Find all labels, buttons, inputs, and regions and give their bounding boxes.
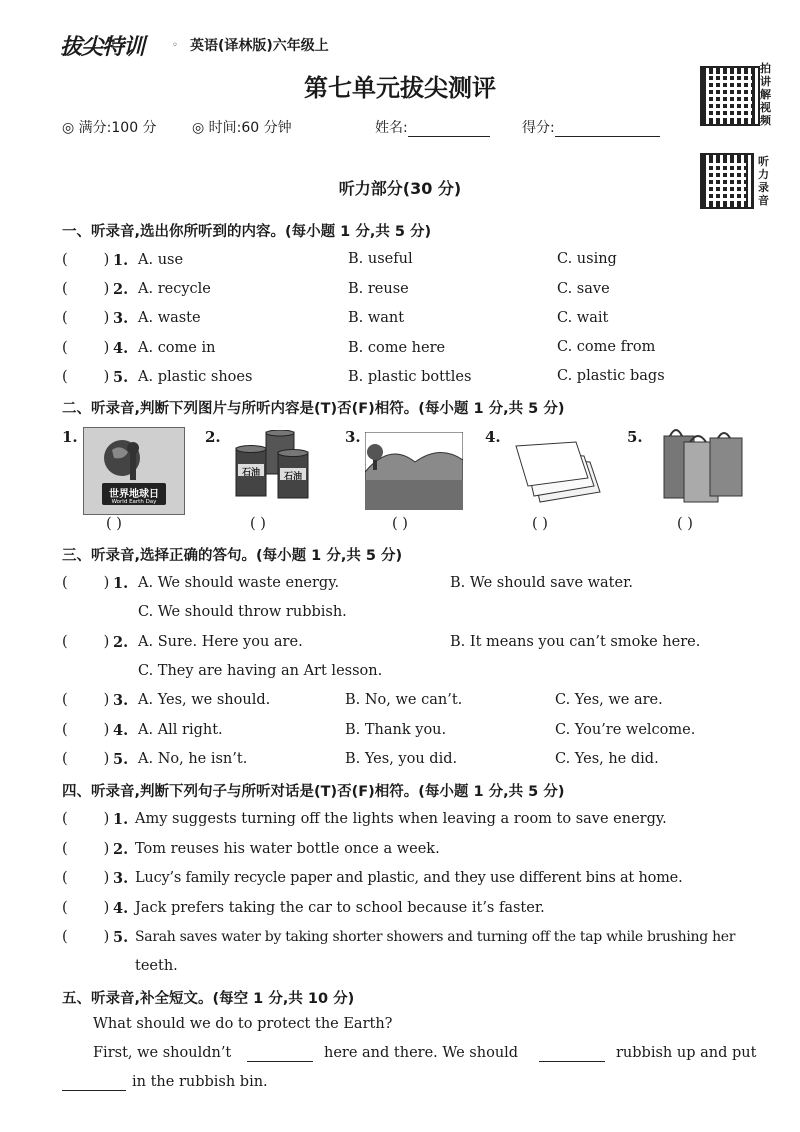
option-b: B. come here <box>348 340 446 356</box>
option-b: B. We should save water. <box>450 575 634 591</box>
answer-paren[interactable]: ( ) <box>62 634 110 650</box>
option-b: B. useful <box>348 251 413 267</box>
passage-line-2b: here and there. We should <box>324 1045 519 1061</box>
name-field[interactable] <box>375 117 490 137</box>
question-number: 5. <box>113 751 129 768</box>
picture-shopping-bags <box>660 428 746 504</box>
answer-paren[interactable]: ( ) <box>62 900 110 916</box>
option-c: C. Yes, we are. <box>555 692 663 708</box>
picture-number: 5. <box>627 428 643 446</box>
option-a: A. We should waste energy. <box>138 575 340 591</box>
statement-text: Sarah saves water by taking shorter showers and turning off the tap while brushing her <box>135 929 736 945</box>
qr-code-video[interactable] <box>700 66 760 126</box>
brand-dot: ◦ <box>172 40 178 51</box>
qr-video-label: 拍 讲 解 视 频 <box>760 62 771 127</box>
answer-paren[interactable]: ( ) <box>62 310 110 326</box>
option-c: C. save <box>557 281 610 297</box>
option-b: B. plastic bottles <box>348 369 472 385</box>
picture-answer-paren[interactable]: ( ) <box>392 516 408 532</box>
option-c: C. using <box>557 251 617 267</box>
answer-paren[interactable]: ( ) <box>62 841 110 857</box>
subject-label: 英语(译林版)六年级上 <box>190 38 329 54</box>
option-a: A. waste <box>138 310 201 326</box>
time-limit: ◎ 时间:60 分钟 <box>192 120 292 136</box>
option-c: C. We should throw rubbish. <box>138 604 347 620</box>
question-number: 1. <box>113 252 129 269</box>
picture-answer-paren[interactable]: ( ) <box>532 516 548 532</box>
answer-paren[interactable]: ( ) <box>62 692 110 708</box>
question-number: 5. <box>113 929 129 946</box>
picture-number: 2. <box>205 428 221 446</box>
option-b: B. want <box>348 310 405 326</box>
section-4-title: 四、听录音,判断下列句子与所听对话是(T)否(F)相符。(每小题 1 分,共 5 分) <box>62 784 565 800</box>
option-c: C. Yes, he did. <box>555 751 659 767</box>
landscape-icon <box>365 432 463 510</box>
oil-label-left: 石油 <box>241 468 260 478</box>
brand-logo: 拔尖特训 <box>60 35 145 60</box>
option-c: C. wait <box>557 310 609 326</box>
picture-oil-barrels <box>228 430 328 504</box>
answer-paren[interactable]: ( ) <box>62 340 110 356</box>
fill-blank-2[interactable] <box>539 1045 605 1062</box>
fill-blank-3[interactable] <box>62 1074 126 1091</box>
statement-text: Lucy’s family recycle paper and plastic, and they use different bins at home. <box>135 870 683 886</box>
qr-audio-label: 听 力 录 音 <box>758 155 769 207</box>
question-number: 1. <box>113 811 129 828</box>
fill-blank-1[interactable] <box>247 1045 313 1062</box>
earth-day-en: World Earth Day <box>111 499 157 505</box>
option-a: A. use <box>138 252 184 268</box>
option-b: B. No, we can’t. <box>345 692 463 708</box>
question-number: 4. <box>113 722 129 739</box>
question-number: 3. <box>113 870 129 887</box>
question-number: 2. <box>113 841 129 858</box>
paper-stack-icon <box>510 440 602 506</box>
answer-paren[interactable]: ( ) <box>62 751 110 767</box>
question-number: 3. <box>113 310 129 327</box>
option-c: C. plastic bags <box>557 368 665 384</box>
answer-paren[interactable]: ( ) <box>62 575 110 591</box>
passage-line-1: What should we do to protect the Earth? <box>93 1016 393 1032</box>
name-blank[interactable] <box>408 122 490 137</box>
picture-number: 1. <box>62 428 78 446</box>
picture-landscape <box>365 432 463 510</box>
question-number: 1. <box>113 575 129 592</box>
picture-answer-paren[interactable]: ( ) <box>250 516 266 532</box>
question-number: 4. <box>113 900 129 917</box>
option-a: A. No, he isn’t. <box>138 751 248 767</box>
name-label: 姓名: <box>375 120 408 136</box>
question-number: 2. <box>113 634 129 651</box>
picture-number: 3. <box>345 428 361 446</box>
earth-day-cn: 世界地球日 <box>109 489 159 500</box>
score-label: 得分: <box>522 120 555 136</box>
answer-paren[interactable]: ( ) <box>62 811 110 827</box>
statement-text-continued: teeth. <box>135 958 178 974</box>
answer-paren[interactable]: ( ) <box>62 369 110 385</box>
question-number: 4. <box>113 340 129 357</box>
passage-line-2a: First, we shouldn’t <box>93 1045 232 1061</box>
picture-paper <box>510 440 602 506</box>
shopping-bag-icon <box>660 428 746 504</box>
section-5-title: 五、听录音,补全短文。(每空 1 分,共 10 分) <box>62 991 355 1007</box>
answer-paren[interactable]: ( ) <box>62 252 110 268</box>
picture-number: 4. <box>485 428 501 446</box>
question-number: 5. <box>113 369 129 386</box>
picture-earth-day <box>83 427 185 515</box>
statement-text: Amy suggests turning off the lights when leaving a room to save energy. <box>135 811 667 827</box>
option-a: A. All right. <box>138 722 223 738</box>
option-b: B. It means you can’t smoke here. <box>450 634 701 650</box>
oil-label-right: 石油 <box>283 472 302 482</box>
score-blank[interactable] <box>555 122 660 137</box>
option-a: A. Sure. Here you are. <box>138 634 303 650</box>
statement-text: Jack prefers taking the car to school because it’s faster. <box>135 900 545 916</box>
answer-paren[interactable]: ( ) <box>62 722 110 738</box>
option-b: B. Yes, you did. <box>345 751 458 767</box>
score-field[interactable] <box>522 117 660 137</box>
full-score: ◎ 满分:100 分 <box>62 120 157 136</box>
passage-line-3: in the rubbish bin. <box>132 1074 268 1090</box>
section-1-title: 一、听录音,选出你所听到的内容。(每小题 1 分,共 5 分) <box>62 224 432 240</box>
question-number: 3. <box>113 692 129 709</box>
section-3-title: 三、听录音,选择正确的答句。(每小题 1 分,共 5 分) <box>62 548 403 564</box>
passage-line-2c: rubbish up and put <box>616 1045 757 1061</box>
option-c: C. You’re welcome. <box>555 722 696 738</box>
option-a: A. recycle <box>138 281 211 297</box>
option-a: A. Yes, we should. <box>138 692 271 708</box>
option-a: A. come in <box>138 340 216 356</box>
listening-part-title: 听力部分(30 分) <box>338 179 462 198</box>
picture-answer-paren[interactable]: ( ) <box>677 516 693 532</box>
answer-paren[interactable]: ( ) <box>62 929 110 945</box>
answer-paren[interactable]: ( ) <box>62 870 110 886</box>
option-c: C. They are having an Art lesson. <box>138 663 383 679</box>
option-b: B. Thank you. <box>345 722 447 738</box>
option-b: B. reuse <box>348 281 409 297</box>
option-a: A. plastic shoes <box>138 369 253 385</box>
picture-answer-paren[interactable]: ( ) <box>106 516 122 532</box>
answer-paren[interactable]: ( ) <box>62 281 110 297</box>
option-c: C. come from <box>557 339 656 355</box>
question-number: 2. <box>113 281 129 298</box>
page-title: 第七单元拔尖测评 <box>304 74 496 102</box>
section-2-title: 二、听录音,判断下列图片与所听内容是(T)否(F)相符。(每小题 1 分,共 5 分) <box>62 401 565 417</box>
statement-text: Tom reuses his water bottle once a week. <box>135 841 440 857</box>
